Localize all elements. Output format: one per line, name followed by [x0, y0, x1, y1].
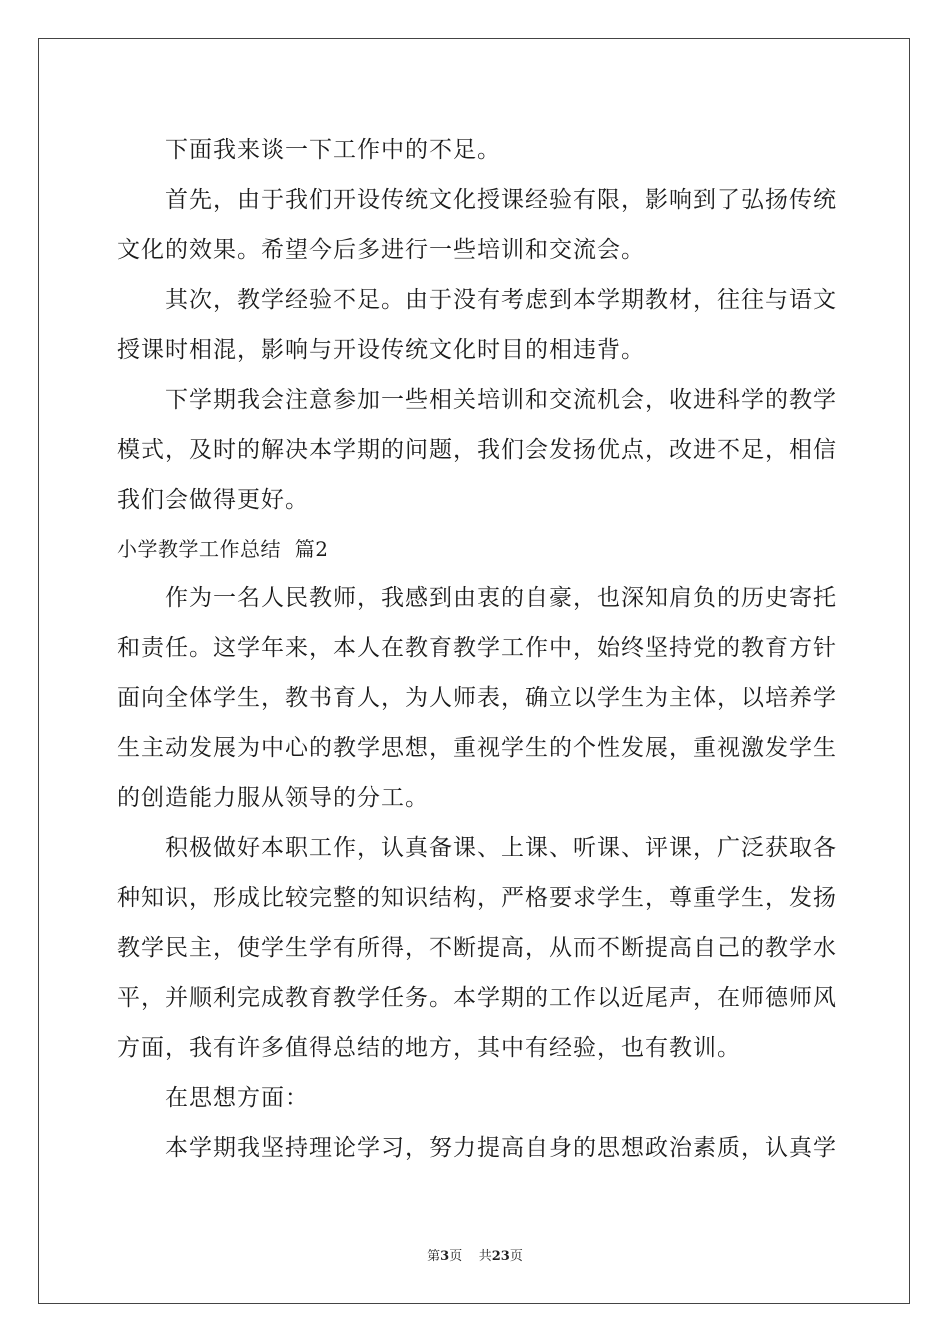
page-prefix: 第 [427, 1249, 441, 1264]
paragraph: 积极做好本职工作，认真备课、上课、听课、评课，广泛获取各种知识，形成比较完整的知识结构，严格要求学生，尊重学生，发扬教学民主，使学生学有所得，不断提高，从而不断提高自己的教学水平，并顺利完成教育教学任务。本学期的工作以近尾声，在师德师风方面，我有许多值得总结的地方，其中有经验，也有教训。 [117, 835, 837, 1061]
page-mid: 页 共 [449, 1249, 492, 1264]
paragraph: 下面我来谈一下工作中的不足。 [165, 137, 501, 163]
section-heading: 小学教学工作总结 篇2 [117, 537, 329, 561]
paragraph: 作为一名人民教师，我感到由衷的自豪，也深知肩负的历史寄托和责任。这学年来，本人在教育教学工作中，始终坚持党的教育方针面向全体学生，教书育人，为人师表，确立以学生为主体，以培养学生主动发展为中心的教学思想，重视学生的个性发展，重视激发学生的创造能力服从领导的分工。 [117, 585, 837, 811]
document-body [117, 125, 837, 1173]
page-current: 3 [440, 1249, 450, 1264]
page-total: 23 [491, 1249, 510, 1264]
paragraph: 下学期我会注意参加一些相关培训和交流机会，收进科学的教学模式，及时的解决本学期的问题，我们会发扬优点，改进不足，相信我们会做得更好。 [117, 387, 837, 513]
paragraph: 其次，教学经验不足。由于没有考虑到本学期教材，往往与语文授课时相混，影响与开设传统文化时目的相违背。 [117, 287, 837, 363]
page-suffix: 页 [509, 1249, 523, 1264]
paragraph: 在思想方面： [165, 1085, 309, 1111]
paragraph: 本学期我坚持理论学习，努力提高自身的思想政治素质，认真学 [165, 1135, 837, 1161]
page-footer [0, 1245, 950, 1264]
paragraph: 首先，由于我们开设传统文化授课经验有限，影响到了弘扬传统文化的效果。希望今后多进行一些培训和交流会。 [117, 187, 837, 263]
